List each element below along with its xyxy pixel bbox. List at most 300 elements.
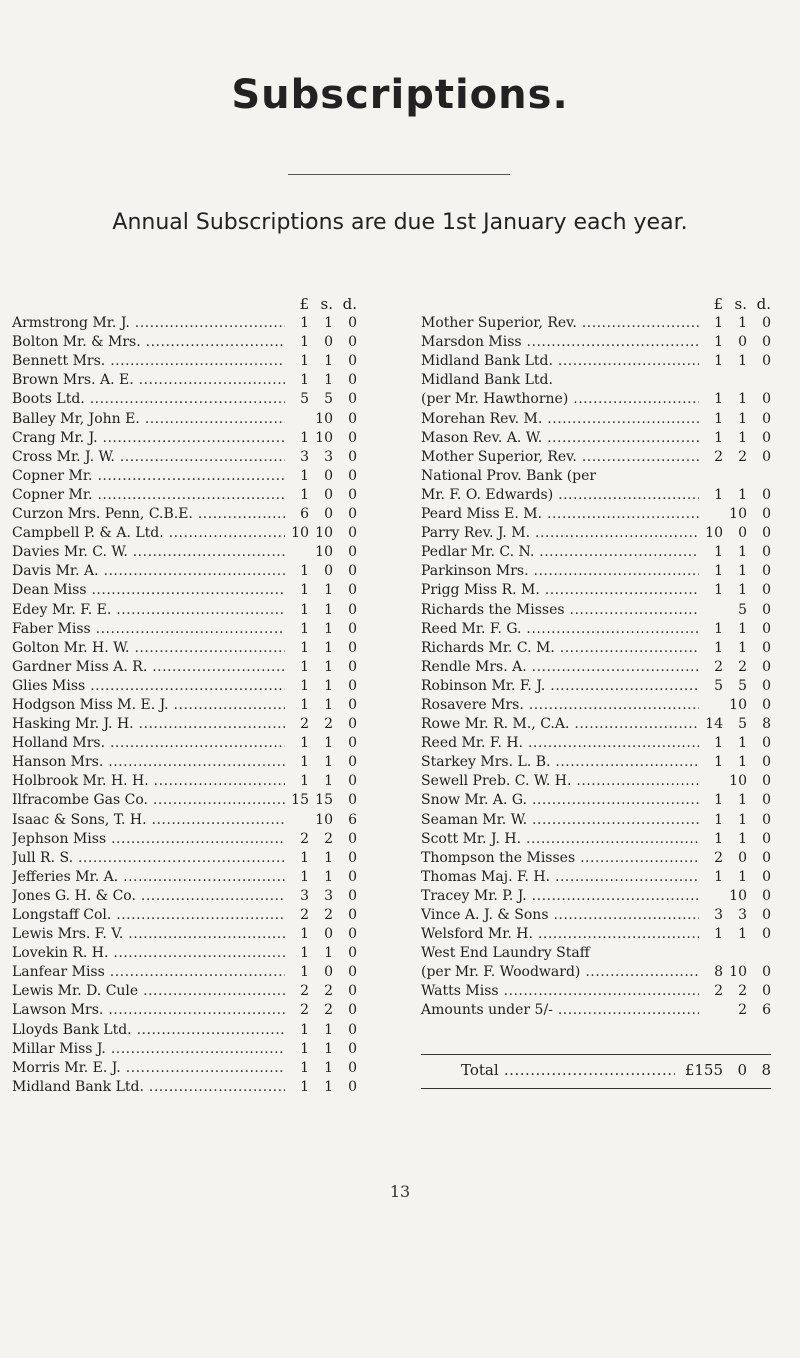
subscriber-name: Jephson Miss ..... <box>12 830 285 849</box>
pence-value: 0 <box>348 525 357 542</box>
pence-value: 0 <box>762 506 771 523</box>
subscriber-name: Longstaff Col. ..... <box>12 906 285 925</box>
total-row <box>421 1054 771 1089</box>
pounds-value: 1 <box>300 926 309 943</box>
pence-value: 0 <box>762 677 771 694</box>
pounds-value: 3 <box>714 907 723 923</box>
pence-value: 0 <box>348 372 357 389</box>
pence-value: 0 <box>348 1040 357 1057</box>
left-entries <box>12 314 357 1097</box>
pounds-value: 1 <box>300 754 309 771</box>
pence-value: 0 <box>762 620 771 637</box>
shillings-value: 10 <box>315 811 333 828</box>
pence-value: 0 <box>348 410 357 427</box>
subscriber-name: Parkinson Mrs. ..... <box>421 562 699 581</box>
shillings-header: s. <box>734 295 747 313</box>
shillings-value: 3 <box>738 907 747 923</box>
pence-value: 0 <box>762 735 771 752</box>
shillings-value: 1 <box>324 353 333 370</box>
shillings-value: 1 <box>738 754 747 771</box>
subscriber-name: Lovekin R. H. ..... <box>12 944 285 963</box>
shillings-value: 0 <box>324 506 333 523</box>
subscriber-name: Midland Bank Ltd. ..... <box>421 352 699 371</box>
pounds-value: 2 <box>300 830 309 847</box>
pence-value: 0 <box>348 467 357 484</box>
pence-value: 0 <box>762 582 771 599</box>
pounds-value: 1 <box>300 467 309 484</box>
subscriber-row <box>421 390 771 409</box>
subscriber-row <box>12 352 357 371</box>
shillings-value: 1 <box>324 582 333 599</box>
total-shillings: 0 <box>737 1061 747 1079</box>
subscriber-name: Golton Mr. H. W. ..... <box>12 639 285 658</box>
pounds-value: 1 <box>300 334 309 351</box>
subscriber-row <box>12 887 357 906</box>
shillings-value: 0 <box>738 849 747 866</box>
pence-value: 0 <box>348 696 357 713</box>
pence-value: 0 <box>762 544 771 561</box>
subscriber-name: Balley Mr, John E. ..... <box>12 410 285 429</box>
pounds-value: 1 <box>300 1040 309 1057</box>
subscriber-row <box>421 620 771 639</box>
pounds-value: 5 <box>714 677 723 694</box>
pounds-value: 1 <box>300 1078 309 1095</box>
subscriber-name: Hasking Mr. J. H. ..... <box>12 715 285 734</box>
pounds-value: 1 <box>300 563 309 580</box>
subscriber-name: Copner Mr. ..... <box>12 486 285 505</box>
subscriber-row <box>12 410 357 429</box>
subscriber-row <box>12 772 357 791</box>
shillings-value: 1 <box>324 677 333 694</box>
pence-value: 6 <box>348 811 357 828</box>
subscriber-row <box>421 639 771 658</box>
pounds-value: 6 <box>300 506 309 523</box>
pounds-value: 1 <box>714 334 723 351</box>
subscriber-row <box>12 581 357 600</box>
subscriber-name: Ilfracombe Gas Co. ..... <box>12 791 285 810</box>
subscriber-row <box>421 925 771 944</box>
subscriber-name: Boots Ltd. ..... <box>12 390 285 409</box>
subscriber-name: Jull R. S. ..... <box>12 849 285 868</box>
pounds-value: 1 <box>714 315 723 332</box>
subscriber-name: Mother Superior, Rev. ..... <box>421 314 699 333</box>
subscriber-row <box>12 390 357 409</box>
subscriber-name: (per Mr. F. Woodward) ..... <box>421 963 699 982</box>
subscriber-row <box>421 696 771 715</box>
pence-value: 0 <box>348 983 357 1000</box>
shillings-value: 1 <box>738 926 747 943</box>
shillings-value: 10 <box>729 773 747 790</box>
pence-value: 0 <box>348 716 357 733</box>
shillings-value: 2 <box>738 1002 747 1019</box>
pence-value: 0 <box>348 563 357 580</box>
pounds-value: 1 <box>714 544 723 561</box>
pence-value: 0 <box>762 868 771 885</box>
pence-value: 0 <box>348 429 357 446</box>
pounds-value: 3 <box>300 887 309 904</box>
subscriber-row <box>421 811 771 830</box>
subscriber-name: Lloyds Bank Ltd. ..... <box>12 1021 285 1040</box>
pounds-value: 2 <box>300 1002 309 1019</box>
pence-value: 0 <box>762 486 771 503</box>
subscriber-row <box>421 448 771 467</box>
subscriber-row <box>421 753 771 772</box>
pounds-value: 1 <box>714 486 723 503</box>
subscriber-row <box>421 658 771 677</box>
subscriber-name: Millar Miss J. ..... <box>12 1040 285 1059</box>
subscriber-row <box>421 562 771 581</box>
right-entries <box>421 314 771 1020</box>
shillings-value: 1 <box>738 868 747 885</box>
pence-header: d. <box>756 295 771 313</box>
pounds-header: £ <box>299 295 309 313</box>
pence-value: 0 <box>762 983 771 1000</box>
total-pounds: £155 <box>684 1061 723 1079</box>
subscriber-row <box>12 620 357 639</box>
pence-value: 0 <box>762 410 771 427</box>
subscriber-name: Bennett Mrs. ..... <box>12 352 285 371</box>
pence-value: 0 <box>348 639 357 656</box>
subscriber-row <box>421 486 771 505</box>
shillings-value: 1 <box>738 391 747 408</box>
shillings-value: 1 <box>324 601 333 618</box>
pounds-value: 1 <box>300 315 309 332</box>
pounds-value: 1 <box>300 964 309 981</box>
pence-value: 0 <box>348 830 357 847</box>
subscriber-name: Lawson Mrs. ..... <box>12 1001 285 1020</box>
pounds-value: 2 <box>714 448 723 465</box>
pounds-value: 2 <box>714 849 723 866</box>
subscriber-row <box>12 982 357 1001</box>
pence-value: 0 <box>348 391 357 408</box>
shillings-value: 1 <box>324 735 333 752</box>
pence-value: 0 <box>762 334 771 351</box>
pounds-value: 2 <box>300 983 309 1000</box>
shillings-value: 0 <box>324 334 333 351</box>
subscriber-name: Rendle Mrs. A. ..... <box>421 658 699 677</box>
pence-value: 0 <box>762 601 771 618</box>
pence-value: 0 <box>348 582 357 599</box>
subscriber-name: Peard Miss E. M. ..... <box>421 505 699 524</box>
shillings-value: 0 <box>324 563 333 580</box>
pence-value: 0 <box>762 563 771 580</box>
subscriber-row <box>12 639 357 658</box>
pence-value: 0 <box>762 830 771 847</box>
shillings-value: 1 <box>324 849 333 866</box>
subscriber-name: Copner Mr. ..... <box>12 467 285 486</box>
pence-value: 0 <box>762 792 771 809</box>
subscriber-row <box>421 333 771 352</box>
pounds-value: 1 <box>300 849 309 866</box>
pence-value: 0 <box>762 353 771 370</box>
page-title: Subscriptions. <box>231 72 569 118</box>
total-label: Total ..... <box>421 1061 675 1080</box>
pounds-value: 1 <box>300 372 309 389</box>
pounds-value: 1 <box>300 582 309 599</box>
subscriber-name: Sewell Preb. C. W. H. ..... <box>421 772 699 791</box>
subscriber-row <box>421 581 771 600</box>
subscriber-name: Morehan Rev. M. ..... <box>421 410 699 429</box>
pounds-value: 3 <box>300 448 309 465</box>
subscriber-name: Snow Mr. A. G. ..... <box>421 791 699 810</box>
subscriber-row <box>421 963 771 982</box>
subscriber-name: Watts Miss ..... <box>421 982 699 1001</box>
pounds-value: 2 <box>300 907 309 923</box>
pence-value: 0 <box>348 677 357 694</box>
subscriber-name: Pedlar Mr. C. N. ..... <box>421 543 699 562</box>
subscriber-name: Cross Mr. J. W. ..... <box>12 448 285 467</box>
subscriber-row <box>12 1021 357 1040</box>
subscriber-row <box>12 1001 357 1020</box>
column-header <box>421 295 771 314</box>
subscriber-row <box>12 448 357 467</box>
shillings-value: 1 <box>738 544 747 561</box>
subscriber-name: Marsdon Miss ..... <box>421 333 699 352</box>
subscriber-row <box>12 830 357 849</box>
shillings-value: 5 <box>738 601 747 618</box>
shillings-value: 1 <box>738 315 747 332</box>
pounds-value: 5 <box>300 391 309 408</box>
pounds-value: 2 <box>300 716 309 733</box>
pence-value: 0 <box>762 525 771 542</box>
shillings-value: 1 <box>324 945 333 962</box>
subscriber-name: Robinson Mr. F. J. ..... <box>421 677 699 696</box>
pence-value: 0 <box>348 868 357 885</box>
pence-value: 0 <box>348 334 357 351</box>
pence-value: 0 <box>762 887 771 904</box>
pounds-value: 1 <box>300 945 309 962</box>
subscriber-name: Davis Mr. A. ..... <box>12 562 285 581</box>
subscriber-row <box>421 791 771 810</box>
pence-value: 0 <box>762 391 771 408</box>
shillings-value: 1 <box>324 868 333 885</box>
subscriber-row <box>421 429 771 448</box>
pence-value: 0 <box>762 964 771 981</box>
subscriber-row <box>12 333 357 352</box>
subscriber-row <box>421 410 771 429</box>
pence-value: 0 <box>762 907 771 923</box>
pounds-value: 1 <box>300 639 309 656</box>
subscriber-name: Jefferies Mr. A. ..... <box>12 868 285 887</box>
shillings-value: 1 <box>324 1021 333 1038</box>
pence-value: 0 <box>348 658 357 675</box>
pounds-value: 1 <box>714 926 723 943</box>
pounds-value: 1 <box>300 696 309 713</box>
subscriber-row <box>12 677 357 696</box>
subscriber-row <box>12 1059 357 1078</box>
subscriber-row <box>421 944 771 963</box>
pence-value: 0 <box>348 486 357 503</box>
shillings-value: 1 <box>738 792 747 809</box>
pence-value: 0 <box>348 1021 357 1038</box>
pounds-value: 1 <box>714 735 723 752</box>
subscriber-name: Crang Mr. J. ..... <box>12 429 285 448</box>
total-pence: 8 <box>761 1061 771 1079</box>
subscriber-row <box>421 906 771 925</box>
subscriber-name: Mason Rev. A. W. ..... <box>421 429 699 448</box>
pence-value: 0 <box>762 639 771 656</box>
shillings-value: 1 <box>324 754 333 771</box>
shillings-value: 10 <box>729 964 747 981</box>
subscriber-name: Hodgson Miss M. E. J. ..... <box>12 696 285 715</box>
shillings-value: 1 <box>324 658 333 675</box>
shillings-value: 1 <box>324 773 333 790</box>
pounds-value: 1 <box>714 391 723 408</box>
subscriber-name: Morris Mr. E. J. ..... <box>12 1059 285 1078</box>
shillings-value: 0 <box>324 926 333 943</box>
shillings-value: 2 <box>324 830 333 847</box>
pounds-value: 15 <box>291 792 309 809</box>
subscriber-name: Lewis Mrs. F. V. ..... <box>12 925 285 944</box>
subscriber-row <box>12 505 357 524</box>
subscriber-name: Seaman Mr. W. ..... <box>421 811 699 830</box>
pence-value: 0 <box>762 448 771 465</box>
subscriber-row <box>12 734 357 753</box>
pounds-value: 1 <box>714 754 723 771</box>
shillings-value: 10 <box>315 544 333 561</box>
subscriber-name: Thompson the Misses ..... <box>421 849 699 868</box>
shillings-value: 10 <box>315 410 333 427</box>
subscriber-row <box>12 486 357 505</box>
subscriber-name: Davies Mr. C. W. ..... <box>12 543 285 562</box>
subscriber-row <box>12 868 357 887</box>
shillings-value: 1 <box>738 811 747 828</box>
subscriber-name: Faber Miss ..... <box>12 620 285 639</box>
subscriber-name: Vince A. J. & Sons ..... <box>421 906 699 925</box>
subscriber-name: Reed Mr. F. G. ..... <box>421 620 699 639</box>
shillings-value: 1 <box>324 696 333 713</box>
pounds-value: 1 <box>714 620 723 637</box>
subscriber-name: Reed Mr. F. H. ..... <box>421 734 699 753</box>
shillings-value: 10 <box>729 696 747 713</box>
pounds-header: £ <box>713 295 723 313</box>
subscriber-row <box>421 830 771 849</box>
subscriber-name: National Prov. Bank (per <box>421 467 597 484</box>
shillings-header: s. <box>320 295 333 313</box>
shillings-value: 2 <box>324 983 333 1000</box>
subscriber-row <box>421 772 771 791</box>
subscriber-name: Lewis Mr. D. Cule ..... <box>12 982 285 1001</box>
subscriber-row <box>12 562 357 581</box>
pence-value: 0 <box>348 1002 357 1019</box>
subscriber-row <box>12 314 357 333</box>
subscriber-name: Edey Mr. F. E. ..... <box>12 601 285 620</box>
pence-value: 0 <box>762 773 771 790</box>
pounds-value: 1 <box>714 868 723 885</box>
shillings-value: 1 <box>738 563 747 580</box>
shillings-value: 10 <box>315 429 333 446</box>
shillings-value: 1 <box>324 315 333 332</box>
pounds-value: 1 <box>300 620 309 637</box>
subscriber-row <box>12 963 357 982</box>
subscriber-name: Holland Mrs. ..... <box>12 734 285 753</box>
subscriber-row <box>12 715 357 734</box>
subscriber-row <box>421 1001 771 1020</box>
pence-value: 0 <box>348 601 357 618</box>
pence-value: 0 <box>348 544 357 561</box>
subscriber-row <box>12 791 357 810</box>
subscriber-name: Dean Miss ..... <box>12 581 285 600</box>
shillings-value: 3 <box>324 448 333 465</box>
pounds-value: 8 <box>714 964 723 981</box>
shillings-value: 2 <box>738 983 747 1000</box>
pounds-value: 1 <box>300 1059 309 1076</box>
pence-value: 0 <box>762 658 771 675</box>
pence-value: 0 <box>348 506 357 523</box>
pounds-value: 1 <box>300 773 309 790</box>
subscriber-name: Gardner Miss A. R. ..... <box>12 658 285 677</box>
pounds-value: 1 <box>714 582 723 599</box>
subscriber-row <box>421 314 771 333</box>
subscriber-row <box>12 467 357 486</box>
pence-value: 0 <box>348 773 357 790</box>
subscriber-name: Lanfear Miss ..... <box>12 963 285 982</box>
pounds-value: 1 <box>300 601 309 618</box>
subscriber-row <box>421 601 771 620</box>
pence-value: 0 <box>348 353 357 370</box>
pounds-value: 1 <box>714 353 723 370</box>
subscriber-row <box>421 505 771 524</box>
pounds-value: 1 <box>300 486 309 503</box>
left-column <box>12 295 357 1097</box>
pence-value: 0 <box>348 849 357 866</box>
pounds-value: 1 <box>714 830 723 847</box>
subscriber-row <box>12 601 357 620</box>
subscriber-row <box>421 352 771 371</box>
subscriber-row <box>12 944 357 963</box>
shillings-value: 15 <box>315 792 333 809</box>
subscriber-name: Campbell P. & A. Ltd. ..... <box>12 524 285 543</box>
shillings-value: 2 <box>738 658 747 675</box>
pence-value: 0 <box>348 792 357 809</box>
subscriber-row <box>421 677 771 696</box>
subscriber-row <box>12 753 357 772</box>
subscriber-row <box>421 982 771 1001</box>
subscriber-name: Midland Bank Ltd. ..... <box>12 1078 285 1097</box>
pence-value: 0 <box>762 315 771 332</box>
shillings-value: 2 <box>324 716 333 733</box>
shillings-value: 5 <box>738 677 747 694</box>
shillings-value: 1 <box>738 486 747 503</box>
subscriber-name: Brown Mrs. A. E. ..... <box>12 371 285 390</box>
pounds-value: 1 <box>714 410 723 427</box>
subscriber-row <box>12 925 357 944</box>
subscriber-row <box>12 524 357 543</box>
page-number: 13 <box>389 1182 411 1201</box>
subscriber-name: Richards Mr. C. M. ..... <box>421 639 699 658</box>
shillings-value: 1 <box>738 410 747 427</box>
pounds-value: 1 <box>714 429 723 446</box>
pence-value: 0 <box>762 429 771 446</box>
subscriber-row <box>12 849 357 868</box>
shillings-value: 1 <box>738 582 747 599</box>
subscriber-name: Armstrong Mr. J. ..... <box>12 314 285 333</box>
subscriber-name: Tracey Mr. P. J. ..... <box>421 887 699 906</box>
pence-value: 0 <box>348 735 357 752</box>
subscriber-name: Jones G. H. & Co. ..... <box>12 887 285 906</box>
pence-value: 0 <box>762 696 771 713</box>
subscriber-name: (per Mr. Hawthorne) ..... <box>421 390 699 409</box>
pounds-value: 10 <box>291 525 309 542</box>
shillings-value: 1 <box>738 620 747 637</box>
subscriber-name: Welsford Mr. H. ..... <box>421 925 699 944</box>
shillings-value: 0 <box>324 486 333 503</box>
subscriber-name: Mr. F. O. Edwards) ..... <box>421 486 699 505</box>
shillings-value: 5 <box>324 391 333 408</box>
pence-header: d. <box>342 295 357 313</box>
subscriber-row <box>421 524 771 543</box>
shillings-value: 1 <box>324 1040 333 1057</box>
